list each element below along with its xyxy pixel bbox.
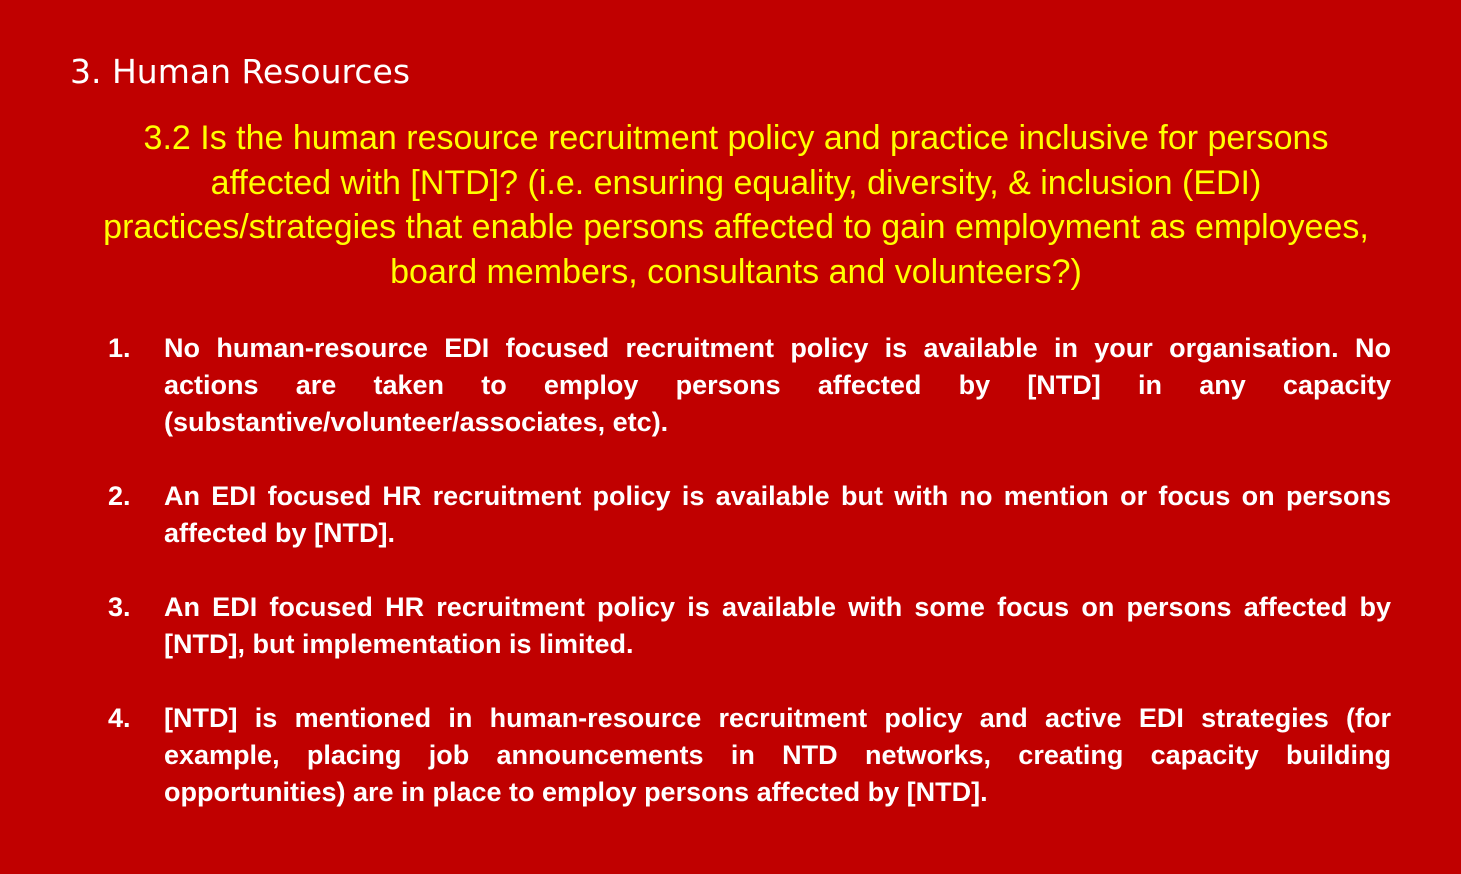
option-number: 1. [108,333,131,363]
answer-option-4 [108,700,1391,811]
answer-option-1 [108,330,1391,441]
answer-option-2 [108,478,1391,552]
answer-option-3 [108,589,1391,663]
option-text: [NTD] is mentioned in human-resource recruitment policy and active EDI strategies (for example, placing job announcements in NTD networks, creating capacity building opportunities) are in place to employ persons affected by [NTD]. [164,703,1391,807]
option-text: An EDI focused HR recruitment policy is available with some focus on persons affected by [NTD], but implementation is limited. [164,592,1391,659]
option-text: No human-resource EDI focused recruitment policy is available in your organisation. No actions are taken to employ persons affected by [NTD] in any capacity (substantive/volunteer/associates, etc). [164,333,1391,437]
option-text: An EDI focused HR recruitment policy is available but with no mention or focus on persons affected by [NTD]. [164,481,1391,548]
answer-options-list [108,330,1391,848]
option-number: 2. [108,481,131,511]
option-number: 4. [108,703,131,733]
option-number: 3. [108,592,131,622]
section-heading: 3. Human Resources [70,52,411,91]
question-text: 3.2 Is the human resource recruitment policy and practice inclusive for persons affected with [NTD]? (i.e. ensuring equality, diversity, & inclusion (EDI) practices/strategies that enable persons affected to gain employment as employees, board members, consultants and volunteers?) [103,119,1369,291]
